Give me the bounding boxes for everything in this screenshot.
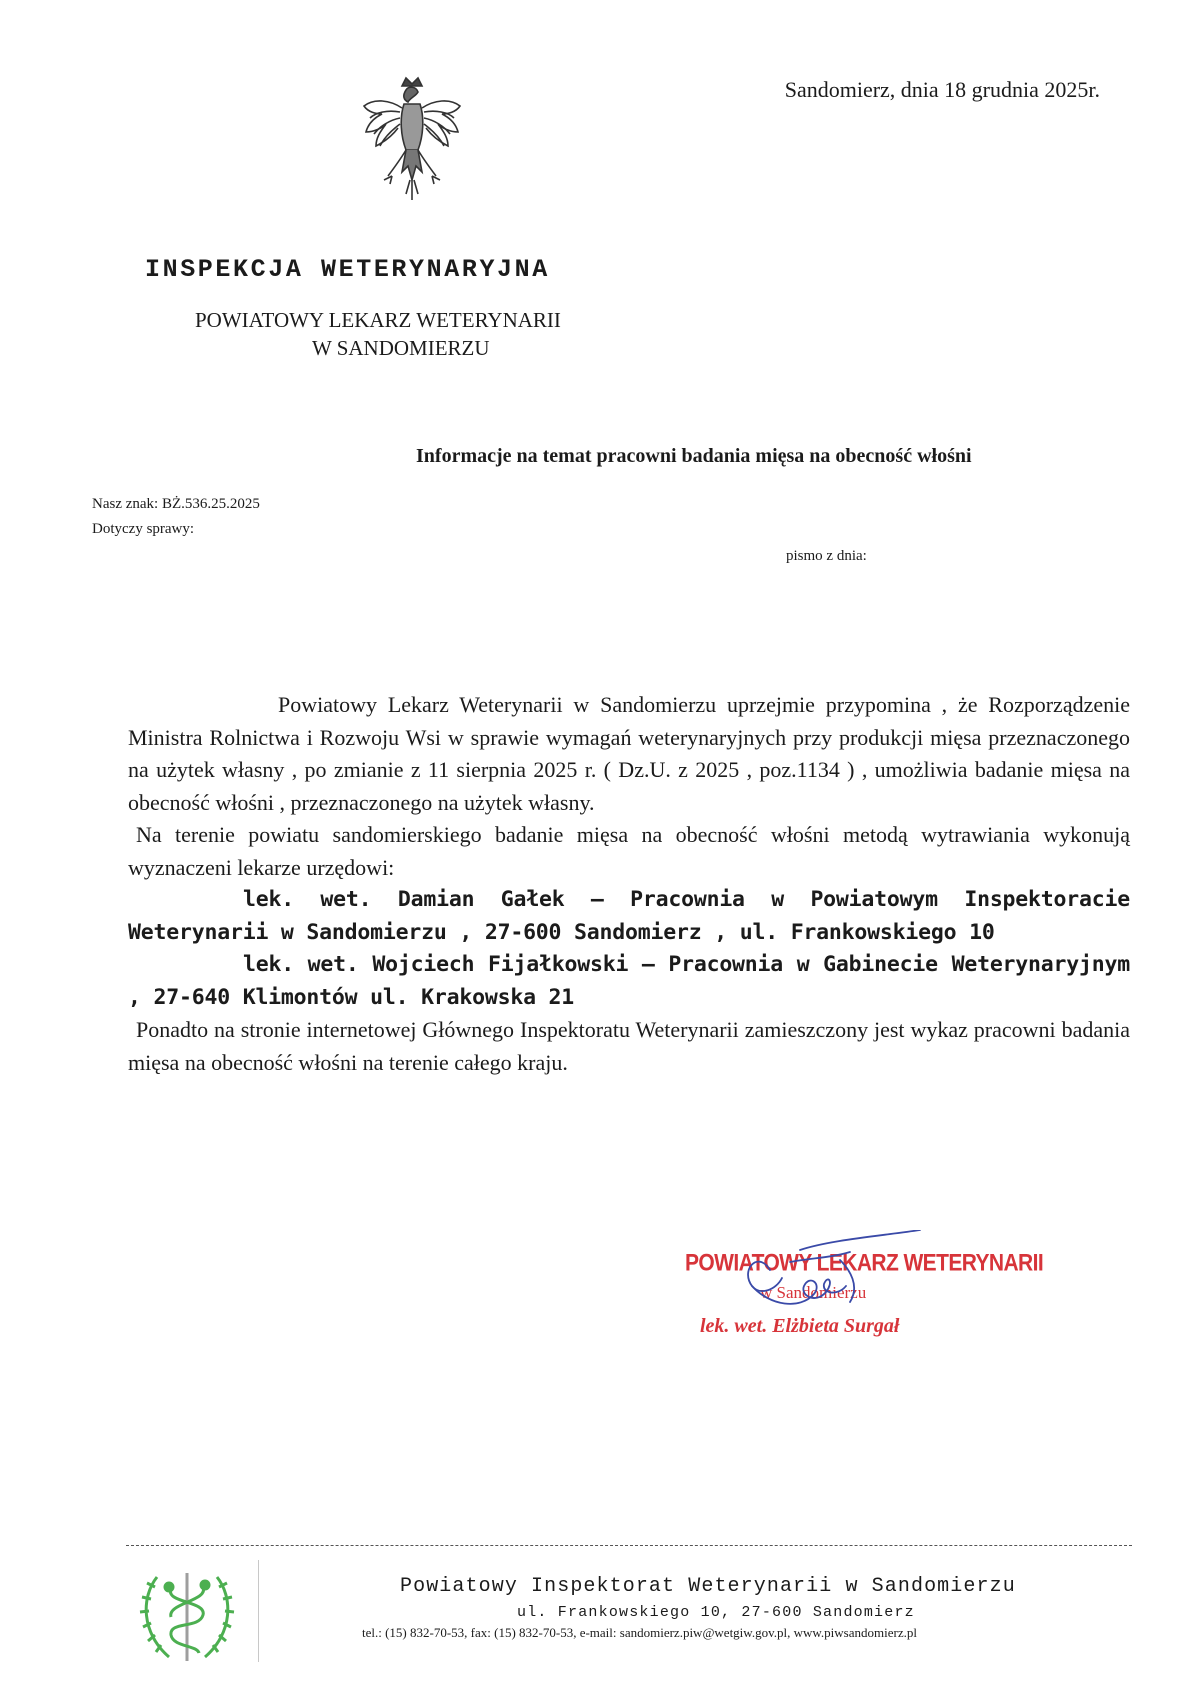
letter-body [128,689,1130,1079]
office-name-line1: POWIATOWY LEKARZ WETERYNARII [195,308,561,332]
letter-date-label: pismo z dnia: [786,548,867,564]
stamp-signatory: lek. wet. Elżbieta Surgał [700,1315,900,1337]
footer-separator [258,1560,259,1662]
stamp-location: w Sandomierzu [760,1283,867,1302]
body-paragraph-1: Powiatowy Lekarz Weterynarii w Sandomierzu uprzejmie przypomina , że Rozporządzenie Ministra Rolnictwa i Rozwoju Wsi w sprawie wymagań weterynaryjnych przy produkcji mięsa przeznaczonego na użytek własny , po zmianie z 11 sierpnia 2025 r. ( Dz.U. z 2025 , poz.1134 ) , umożliwia badanie mięsa na obecność włośni , przeznaczonego na użytek własny. [128,692,1130,815]
lab-entry-1: lek. wet. Damian Gałek – Pracownia w Powiatowym Inspektoracie Weterynarii w Sandomierzu , 27-600 Sandomierz , ul. Frankowskiego 10 [128,887,1130,945]
footer-contact: tel.: (15) 832-70-53, fax: (15) 832-70-53, e-mail: sandomierz.piw@wetgiw.gov.pl, www.piwsandomierz.pl [362,1625,917,1640]
polish-eagle-icon [356,76,468,204]
body-paragraph-3: Ponadto na stronie internetowej Głównego Inspektoratu Weterynarii zamieszczony jest wykaz pracowni badania mięsa na obecność włośni na terenie całego kraju. [128,1017,1130,1075]
office-name-line2: W SANDOMIERZU [312,336,490,360]
document-date: Sandomierz, dnia 18 grudnia 2025r. [784,77,1100,102]
veterinary-caduceus-icon [127,1557,247,1673]
footer-organization: Powiatowy Inspektorat Weterynarii w Sandomierzu [400,1575,1016,1598]
stamp-title: POWIATOWY LEKARZ WETERYNARII [685,1250,1044,1277]
body-paragraph-2: Na terenie powiatu sandomierskiego badanie mięsa na obecność włośni metodą wytrawiania wykonują wyznaczeni lekarze urzędowi: [128,822,1130,880]
footer-divider [126,1545,1132,1546]
case-label: Dotyczy sprawy: [92,521,195,537]
footer-address: ul. Frankowskiego 10, 27-600 Sandomierz [517,1604,915,1621]
letter-subject: Informacje na temat pracowni badania mięsa na obecność włośni [416,445,972,467]
handwritten-signature-icon [730,1230,930,1340]
lab-entry-2: lek. wet. Wojciech Fijałkowski – Pracownia w Gabinecie Weterynaryjnym , 27-640 Klimontów ul. Krakowska 21 [128,952,1130,1010]
reference-number: Nasz znak: BŻ.536.25.2025 [92,496,260,512]
organization-name: INSPEKCJA WETERYNARYJNA [145,255,550,284]
